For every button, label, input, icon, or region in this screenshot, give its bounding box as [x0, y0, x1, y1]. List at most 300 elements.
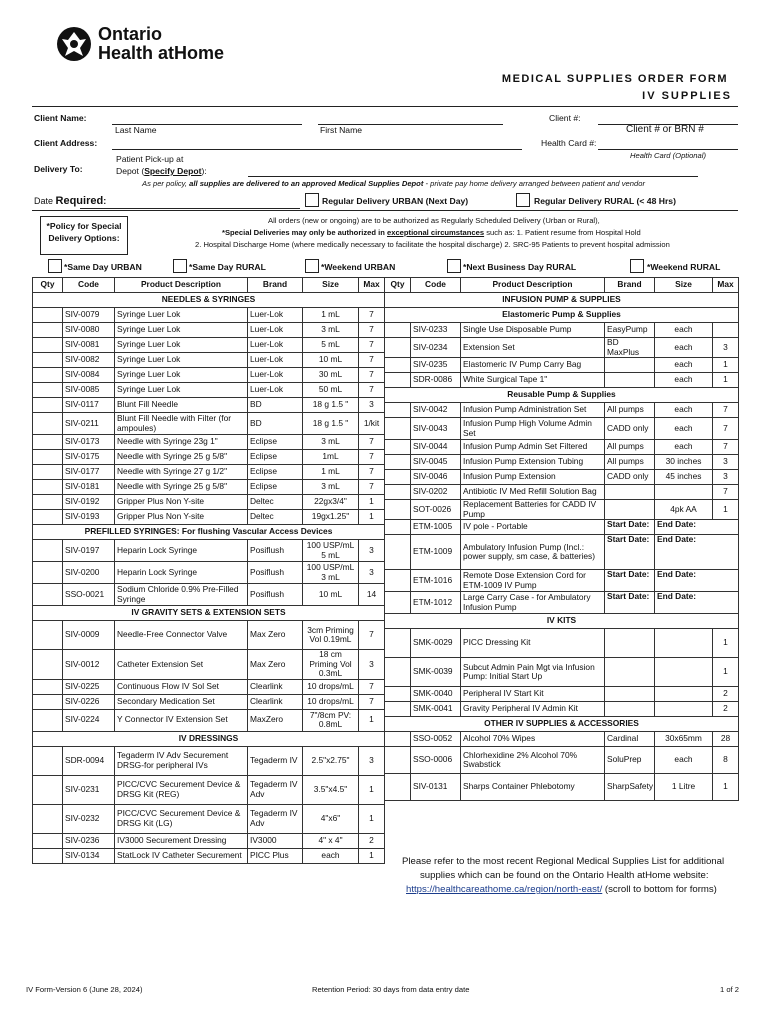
section-row: [385, 293, 739, 308]
client-name-label: Client Name:: [34, 113, 87, 123]
qty-input[interactable]: [33, 368, 63, 383]
qty-input[interactable]: [385, 687, 411, 702]
qty-input[interactable]: [33, 413, 63, 435]
item-max: 14: [359, 584, 385, 606]
iv-kits-section: IV KITS: [385, 614, 739, 629]
section-row: [33, 731, 385, 746]
item-code: SIV-0009: [63, 621, 115, 650]
needles-syringes-section: NEEDLES & SYRINGES: [33, 293, 385, 308]
item-description: Infusion Pump Extension Tubing: [461, 455, 605, 470]
item-description: Syringe Luer Lok: [115, 353, 248, 368]
item-max: 7: [359, 308, 385, 323]
end-date-field[interactable]: End Date:: [655, 570, 739, 592]
item-brand: Deltec: [248, 510, 303, 525]
qty-input[interactable]: [385, 520, 411, 535]
item-code: SIV-0197: [63, 540, 115, 562]
qty-input[interactable]: [385, 440, 411, 455]
item-code: ETM-1012: [411, 592, 461, 614]
same-day-urban-label: *Same Day URBAN: [64, 262, 142, 272]
item-code: SIV-0226: [63, 694, 115, 709]
item-max: 1: [359, 510, 385, 525]
qty-input[interactable]: [385, 470, 411, 485]
item-description: Peripheral IV Start Kit: [461, 687, 605, 702]
start-date-field[interactable]: Start Date:: [605, 535, 655, 570]
first-name-caption: First Name: [320, 125, 363, 135]
qty-input[interactable]: [33, 709, 63, 731]
special-policy-line3: 2. Hospital Discharge Home (where medically necessary to facilitate the hospital discharge) 2. SRC-95 Patients to prevent hospital admission: [195, 240, 670, 249]
section-row: [385, 717, 739, 732]
qty-input[interactable]: [33, 323, 63, 338]
table-row: [385, 373, 739, 388]
item-brand: Luer-Lok: [248, 383, 303, 398]
item-brand: BD: [248, 413, 303, 435]
item-brand: [605, 500, 655, 520]
item-max: 7: [359, 383, 385, 398]
qty-input[interactable]: [385, 535, 411, 570]
item-size: 19gx1.25": [303, 510, 359, 525]
elastomeric-pump-subsection: Elastomeric Pump & Supplies: [385, 308, 739, 323]
iv-gravity-sets-section: IV GRAVITY SETS & EXTENSION SETS: [33, 606, 385, 621]
qty-input[interactable]: [33, 694, 63, 709]
item-max: 1: [359, 848, 385, 863]
item-code: SIV-0079: [63, 308, 115, 323]
item-brand: Eclipse: [248, 465, 303, 480]
item-size: 10 drops/mL: [303, 679, 359, 694]
item-brand: [605, 373, 655, 388]
item-code: SIV-0224: [63, 709, 115, 731]
item-size: 30 inches: [655, 455, 713, 470]
qty-input[interactable]: [33, 584, 63, 606]
item-code: SIV-0012: [63, 650, 115, 680]
health-card-field[interactable]: [598, 149, 738, 150]
item-brand: Max Zero: [248, 621, 303, 650]
qty-input[interactable]: [385, 500, 411, 520]
item-brand: [605, 658, 655, 687]
item-code: SIV-0232: [63, 804, 115, 833]
qty-header: Qty: [33, 278, 63, 293]
code-header: Code: [63, 278, 115, 293]
item-max: 7: [359, 679, 385, 694]
table-row: [33, 398, 385, 413]
item-code: SIV-0193: [63, 510, 115, 525]
item-brand: Max Zero: [248, 650, 303, 680]
item-max: 7: [713, 485, 739, 500]
item-brand: SoluPrep: [605, 747, 655, 774]
qty-input[interactable]: [33, 775, 63, 804]
item-code: SIV-0177: [63, 465, 115, 480]
depot-field[interactable]: [248, 176, 698, 177]
item-size: each: [655, 338, 713, 358]
qty-input[interactable]: [33, 679, 63, 694]
qty-input[interactable]: [385, 629, 411, 658]
item-size: 30x65mm: [655, 732, 713, 747]
table-row: [33, 650, 385, 680]
item-description: Extension Set: [461, 338, 605, 358]
item-max: 7: [713, 418, 739, 440]
qty-input[interactable]: [33, 450, 63, 465]
item-size: 2.5"x2.75": [303, 746, 359, 775]
last-name-caption: Last Name: [115, 125, 157, 135]
table-row: [385, 403, 739, 418]
table-row: [33, 480, 385, 495]
client-address-field[interactable]: [112, 149, 522, 150]
brand-name-line1: Ontario: [98, 24, 163, 44]
footer-page-number: 1 of 2: [720, 985, 739, 994]
table-row: [33, 540, 385, 562]
item-size: each: [655, 358, 713, 373]
table-row: [33, 353, 385, 368]
item-max: 7: [713, 403, 739, 418]
special-policy-box: *Policy for Special Delivery Options:: [40, 216, 128, 255]
item-brand: Eclipse: [248, 450, 303, 465]
item-size: each: [655, 747, 713, 774]
item-size: 3 mL: [303, 480, 359, 495]
item-description: Heparin Lock Syringe: [115, 562, 248, 584]
item-code: ETM-1016: [411, 570, 461, 592]
qty-input[interactable]: [385, 747, 411, 774]
qty-input[interactable]: [33, 540, 63, 562]
item-brand: CADD only: [605, 470, 655, 485]
item-code: SIV-0042: [411, 403, 461, 418]
table-row: [385, 418, 739, 440]
qty-input[interactable]: [33, 562, 63, 584]
item-description: Continuous Flow IV Sol Set: [115, 679, 248, 694]
item-code: SIV-0200: [63, 562, 115, 584]
item-size: each: [655, 323, 713, 338]
size-header: Size: [303, 278, 359, 293]
item-size: 3cm Priming Vol 0.19mL: [303, 621, 359, 650]
item-size: 18 g 1.5 ": [303, 398, 359, 413]
item-size: [655, 687, 713, 702]
delivery-policy-note: As per policy, all supplies are delivered to an approved Medical Supplies Depot - private pay home delivery arranged between patient and vendor: [142, 179, 645, 188]
table-row: [33, 584, 385, 606]
item-code: SMK-0039: [411, 658, 461, 687]
code-header: Code: [411, 278, 461, 293]
item-size: [655, 658, 713, 687]
qty-input[interactable]: [33, 621, 63, 650]
section-row: [33, 525, 385, 540]
qty-input[interactable]: [385, 570, 411, 592]
table-row: [33, 465, 385, 480]
pickup-line1: Patient Pick-up at: [116, 154, 184, 164]
item-description: Tegaderm IV Adv Securement DRSG-for peripheral IVs: [115, 746, 248, 775]
item-brand: Posiflush: [248, 540, 303, 562]
item-code: SOT-0026: [411, 500, 461, 520]
table-row: [385, 338, 739, 358]
item-code: SSO-0006: [411, 747, 461, 774]
item-code: SIV-0211: [63, 413, 115, 435]
item-max: 7: [359, 480, 385, 495]
item-brand: Luer-Lok: [248, 308, 303, 323]
table-row: [33, 435, 385, 450]
description-header: Product Description: [115, 278, 248, 293]
item-code: SIV-0045: [411, 455, 461, 470]
item-brand: BD MaxPlus: [605, 338, 655, 358]
qty-input[interactable]: [33, 398, 63, 413]
item-code: SIV-0131: [411, 774, 461, 801]
next-business-day-rural-checkbox[interactable]: [447, 259, 461, 273]
same-day-urban-checkbox[interactable]: [48, 259, 62, 273]
qty-input[interactable]: [33, 833, 63, 848]
item-description: PICC/CVC Securement Device & DRSG Kit (REG): [115, 775, 248, 804]
item-code: SDR-0094: [63, 746, 115, 775]
form-subtitle: IV SUPPLIES: [642, 90, 732, 102]
table-row: [385, 658, 739, 687]
item-brand: Posiflush: [248, 562, 303, 584]
table-row: [33, 450, 385, 465]
item-description: PICC Dressing Kit: [461, 629, 605, 658]
section-row: [33, 293, 385, 308]
table-row: [385, 687, 739, 702]
special-policy-line2: *Special Deliveries may only be authorized in exceptional circumstances such as: 1. Patient resume from Hospital Hold: [222, 228, 641, 237]
item-size: 22gx3/4": [303, 495, 359, 510]
item-max: 1: [713, 629, 739, 658]
item-brand: Luer-Lok: [248, 323, 303, 338]
item-size: 10 mL: [303, 353, 359, 368]
item-size: 3 mL: [303, 323, 359, 338]
item-brand: Luer-Lok: [248, 353, 303, 368]
date-field[interactable]: [80, 208, 300, 209]
item-description: Syringe Luer Lok: [115, 383, 248, 398]
table-row: [33, 679, 385, 694]
form-title: MEDICAL SUPPLIES ORDER FORM: [501, 73, 728, 85]
qty-input[interactable]: [385, 732, 411, 747]
item-description: PICC/CVC Securement Device & DRSG Kit (LG): [115, 804, 248, 833]
item-size: 1mL: [303, 450, 359, 465]
qty-input[interactable]: [385, 455, 411, 470]
table-row: [33, 775, 385, 804]
item-max: 28: [713, 732, 739, 747]
section-row: [33, 606, 385, 621]
item-max: 7: [359, 353, 385, 368]
qty-input[interactable]: [33, 480, 63, 495]
qty-header: Qty: [385, 278, 411, 293]
item-size: 50 mL: [303, 383, 359, 398]
max-header: Max: [713, 278, 739, 293]
qty-input[interactable]: [385, 702, 411, 717]
start-date-field[interactable]: Start Date:: [605, 592, 655, 614]
item-code: SMK-0029: [411, 629, 461, 658]
item-max: 7: [359, 323, 385, 338]
brand-name-line2: Health atHome: [98, 43, 225, 63]
end-date-field[interactable]: End Date:: [655, 535, 739, 570]
same-day-rural-checkbox[interactable]: [173, 259, 187, 273]
left-supplies-table: [32, 277, 385, 864]
item-max: 1: [713, 774, 739, 801]
qty-input[interactable]: [385, 418, 411, 440]
item-max: 1/kit: [359, 413, 385, 435]
item-code: SIV-0117: [63, 398, 115, 413]
item-description: Syringe Luer Lok: [115, 368, 248, 383]
item-size: 5 mL: [303, 338, 359, 353]
table-row: [33, 338, 385, 353]
item-description: Needle with Syringe 23g 1": [115, 435, 248, 450]
item-description: Infusion Pump Extension: [461, 470, 605, 485]
item-code: SIV-0175: [63, 450, 115, 465]
qty-input[interactable]: [33, 338, 63, 353]
table-row: [33, 510, 385, 525]
item-description: Alcohol 70% Wipes: [461, 732, 605, 747]
item-brand: SharpSafety: [605, 774, 655, 801]
qty-input[interactable]: [33, 746, 63, 775]
table-row: [33, 495, 385, 510]
item-max: 2: [713, 702, 739, 717]
section-row: [385, 388, 739, 403]
additional-supplies-note-line1: Please refer to the most recent Regional Medical Supplies List for additional: [402, 856, 725, 867]
regular-urban-checkbox[interactable]: [305, 193, 319, 207]
item-code: SIV-0192: [63, 495, 115, 510]
other-iv-supplies-section: OTHER IV SUPPLIES & ACCESSORIES: [385, 717, 739, 732]
item-code: SIV-0231: [63, 775, 115, 804]
same-day-rural-label: *Same Day RURAL: [189, 262, 266, 272]
item-description: Needle-Free Connector Valve: [115, 621, 248, 650]
qty-input[interactable]: [385, 658, 411, 687]
regional-supplies-link[interactable]: https://healthcareathome.ca/region/north-east/: [406, 884, 603, 895]
item-size: 1 Litre: [655, 774, 713, 801]
item-size: each: [655, 373, 713, 388]
item-size: 4" x 4": [303, 833, 359, 848]
item-code: SIV-0084: [63, 368, 115, 383]
item-description: Gravity Peripheral IV Admin Kit: [461, 702, 605, 717]
item-description: Single Use Disposable Pump: [461, 323, 605, 338]
item-max: 7: [359, 368, 385, 383]
item-description: Gripper Plus Non Y-site: [115, 510, 248, 525]
qty-input[interactable]: [33, 510, 63, 525]
brand-header: Brand: [248, 278, 303, 293]
item-max: 1: [359, 775, 385, 804]
table-row: [33, 709, 385, 731]
infusion-pump-section: INFUSION PUMP & SUPPLIES: [385, 293, 739, 308]
table-row: [385, 358, 739, 373]
weekend-urban-checkbox[interactable]: [305, 259, 319, 273]
table-row: [385, 747, 739, 774]
table-header-row: [385, 278, 739, 293]
item-description: Blunt Fill Needle: [115, 398, 248, 413]
qty-input[interactable]: [385, 323, 411, 338]
additional-supplies-note-line2: supplies which can be found on the Ontario Health atHome website:: [420, 870, 709, 881]
table-row: [385, 470, 739, 485]
qty-input[interactable]: [33, 383, 63, 398]
item-size: 100 USP/mL 5 mL: [303, 540, 359, 562]
item-description: Syringe Luer Lok: [115, 338, 248, 353]
table-row: [33, 804, 385, 833]
item-size: 30 mL: [303, 368, 359, 383]
item-brand: [605, 485, 655, 500]
start-date-field[interactable]: Start Date:: [605, 570, 655, 592]
start-date-field[interactable]: Start Date:: [605, 520, 655, 535]
health-card-label: Health Card #:: [541, 138, 597, 148]
item-description: Replacement Batteries for CADD IV Pump: [461, 500, 605, 520]
health-card-optional: Health Card (Optional): [630, 151, 706, 160]
qty-input[interactable]: [33, 848, 63, 863]
item-brand: Luer-Lok: [248, 368, 303, 383]
end-date-field[interactable]: End Date:: [655, 592, 739, 614]
qty-input[interactable]: [385, 485, 411, 500]
regular-urban-label: Regular Delivery URBAN (Next Day): [322, 196, 469, 206]
item-max: 1: [359, 709, 385, 731]
item-size: 18 cm Priming Vol 0.3mL: [303, 650, 359, 680]
item-description: Elastomeric IV Pump Carry Bag: [461, 358, 605, 373]
item-description: Infusion Pump High Volume Admin Set: [461, 418, 605, 440]
item-max: 3: [359, 746, 385, 775]
item-brand: Tegaderm IV Adv: [248, 775, 303, 804]
item-brand: IV3000: [248, 833, 303, 848]
weekend-rural-checkbox[interactable]: [630, 259, 644, 273]
qty-input[interactable]: [33, 650, 63, 680]
item-size: 1 mL: [303, 308, 359, 323]
qty-input[interactable]: [33, 804, 63, 833]
table-row: [385, 440, 739, 455]
item-brand: All pumps: [605, 440, 655, 455]
table-row: [33, 383, 385, 398]
item-brand: Luer-Lok: [248, 338, 303, 353]
special-policy-line1: All orders (new or ongoing) are to be authorized as Regularly Scheduled Delivery (Urban or Rural),: [268, 216, 600, 225]
item-description: White Surgical Tape 1": [461, 373, 605, 388]
qty-input[interactable]: [33, 465, 63, 480]
item-size: 18 g 1.5 ": [303, 413, 359, 435]
equipment-row: [385, 535, 739, 570]
qty-input[interactable]: [385, 774, 411, 801]
item-brand: Posiflush: [248, 584, 303, 606]
weekend-urban-label: *Weekend URBAN: [321, 262, 396, 272]
item-code: SIV-0181: [63, 480, 115, 495]
item-brand: CADD only: [605, 418, 655, 440]
qty-input[interactable]: [385, 373, 411, 388]
item-size: 45 inches: [655, 470, 713, 485]
item-max: 1: [713, 658, 739, 687]
item-description: IV3000 Securement Dressing: [115, 833, 248, 848]
item-brand: Tegaderm IV: [248, 746, 303, 775]
max-header: Max: [359, 278, 385, 293]
qty-input[interactable]: [385, 403, 411, 418]
footer-version: IV Form-Version 6 (June 28, 2024): [26, 985, 143, 994]
qty-input[interactable]: [385, 358, 411, 373]
item-max: 7: [359, 338, 385, 353]
item-code: SIV-0082: [63, 353, 115, 368]
item-max: 3: [359, 562, 385, 584]
item-max: 7: [359, 621, 385, 650]
table-row: [385, 500, 739, 520]
item-size: 4"x6": [303, 804, 359, 833]
end-date-field[interactable]: End Date:: [655, 520, 739, 535]
equipment-row: [385, 570, 739, 592]
item-size: 1 mL: [303, 465, 359, 480]
item-code: SIV-0043: [411, 418, 461, 440]
item-brand: All pumps: [605, 455, 655, 470]
qty-input[interactable]: [33, 353, 63, 368]
item-description: IV pole - Portable: [461, 520, 605, 535]
item-size: 10 drops/mL: [303, 694, 359, 709]
item-description: Sodium Chloride 0.9% Pre-Filled Syringe: [115, 584, 248, 606]
reusable-pump-subsection: Reusable Pump & Supplies: [385, 388, 739, 403]
regular-rural-checkbox[interactable]: [516, 193, 530, 207]
prefilled-syringes-section: PREFILLED SYRINGES: For flushing Vascular Access Devices: [33, 525, 385, 540]
item-description: Catheter Extension Set: [115, 650, 248, 680]
item-max: 2: [359, 833, 385, 848]
item-code: ETM-1009: [411, 535, 461, 570]
qty-input[interactable]: [33, 308, 63, 323]
qty-input[interactable]: [385, 592, 411, 614]
item-description: Large Carry Case - for Ambulatory Infusion Pump: [461, 592, 605, 614]
item-max: 2: [713, 687, 739, 702]
item-description: Gripper Plus Non Y-site: [115, 495, 248, 510]
size-header: Size: [655, 278, 713, 293]
qty-input[interactable]: [385, 338, 411, 358]
item-description: Sharps Container Phlebotomy: [461, 774, 605, 801]
qty-input[interactable]: [33, 435, 63, 450]
qty-input[interactable]: [33, 495, 63, 510]
item-description: Ambulatory Infusion Pump (Incl.: power supply, sm case, & batteries): [461, 535, 605, 570]
